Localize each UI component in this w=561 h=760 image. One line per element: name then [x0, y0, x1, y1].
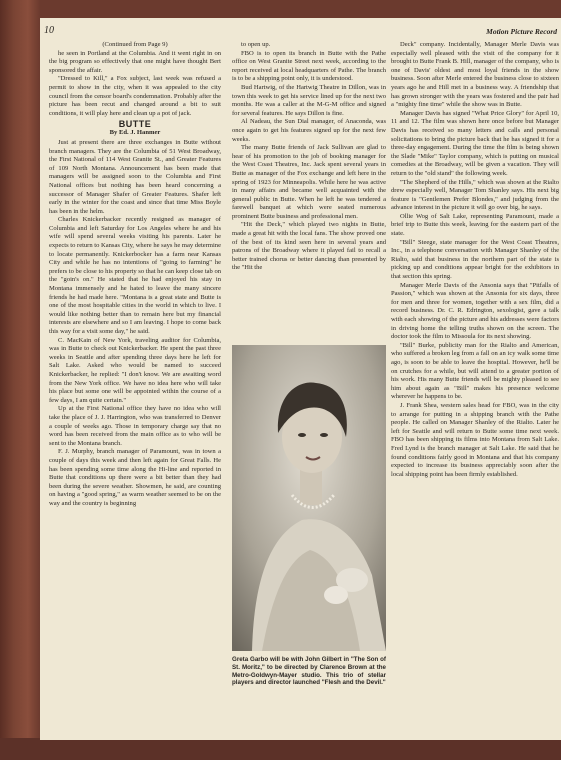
paragraph: "Hit the Deck," which played two nights in Butte, made a great hit with the local fans. The show proved one of the best of its kind seen here in several years and patrons of the Broadway where it played fail to recall a better trained chorus or better dancing than presented by the "Hit the [232, 221, 386, 272]
paragraph: "Bill" Burke, publicity man for the Rialto and American, who suffered a broken leg from a fall on an icy walk some time ago, is soon to be able to leave the hospital. However, he'll be on crutches for a while, but will attend to a greater portion of his work. His many Butte friends will be mighty pleased to see him about again as "Bill" makes his presence welcome wherever he happens to be. [391, 341, 559, 401]
paragraph: Ollie Wog of Salt Lake, representing Paramount, made a brief trip to Butte this week, leaving for the eastern part of the state. [391, 212, 559, 238]
paragraph: Bud Hartwig, of the Hartwig Theatre in Dillon, was in town this week to get his service lined up for the next two months. He was a caller at the M-G-M office and signed for several features. He says Dillon is fine. [232, 83, 386, 117]
paragraph: to open up. [241, 41, 271, 48]
paragraph: Deck" company. Incidentally, Manager Merle Davis was especially well pleased with the visit of the company for it brought to Butte Frank B. Hill, manager of the company, who is one of Davis' oldest and most loyal friends in the show business. Soon after Merle entered the business close to sixteen years ago he and Hill met in a business way. A friendship that has grown stronger with the years was fostered and the pair had a "mighty fine time" while the show was in Butte. [391, 41, 559, 109]
paragraph: Up at the First National office they have no idea who will take the place of J. J. Harrington, who was transferred to Denver a couple of weeks ago. Those in temporary charge say that no word has been received from the main office as to who will be sent to the Montana branch. [49, 405, 221, 447]
paragraph: "Dressed to Kill," a Fox subject, last week was refused a permit to show in the city, when it was appealed to the city council from the censor board's condemnation. Probably after the picture has been recut and changed around a bit to suit conditions, it will play here and clean up a pot of jack. [49, 75, 221, 117]
paragraph: Just at present there are three exchanges in Butte without branch managers. They are the Columbia of 51 West Broadway, the First National of 114 West Granite St., and Greater Features of 109 North Montana. Announcement has been made that managers will be assigned soon to the Columbia and First National offices but nothing has been heard concerning a successor of Manager Shafer of Greater Features. Shafer left early in the winter for the coast and since that time Miss Boyle has been in the helm. [49, 138, 221, 215]
continued-note: (Continued from Page 9) [102, 41, 168, 48]
portrait-photo [232, 345, 386, 651]
column-1 [49, 41, 221, 731]
photo-caption: Greta Garbo will be with John Gilbert in "The Son of St. Moritz," to be directed by Clarence Brown at the Metro-Goldwyn-Mayer studio. This trio of stellar players and director launched "Flesh and the Devil." [232, 656, 386, 687]
column-2 [232, 41, 386, 337]
paragraph: Al Nadeau, the Sun Dial manager, of Anaconda, was once again to get his features signed up for the next few weeks. [232, 118, 386, 143]
page-number: 10 [44, 25, 54, 36]
paragraph: Manager Davis has signed "What Price Glory" for April 10, 11 and 12. The film was shown here once before but Manager Davis has received so many letters and calls and personal solicitations to bring the picture back that he has signed it for a three-day engagement. During the time the film is being shown the Slade "Mike" Taylor company, which is putting on musical comedies at the Broadway, will be given a vacation. They will return to the "old stand" the following week. [391, 109, 559, 177]
paragraph: he seen in Portland at the Columbia. And it went right in on the big program so effectively that one might have thought Bert sponsored the affair. [49, 49, 221, 74]
paragraph: Charles Knickerbacker recently resigned as manager of Columbia and left Saturday for Los Angeles where he and his wife will spend several weeks visiting his parents. Later he expects to return to Kansas City, where he says he may determine to locate permanently. Knickerbocker has a farm near Kansas City and while he has no intentions of "going to farming" he prefers to be close to his property so that he can keep close tab on the "goin's on." He stated that he had enjoyed his stay in Montana immensely and he hated to leave the many sincere friends he had made here. "Montana is a great state and Butte is one of the most hospitable cities in the world in which to live. I would like nothing better than to remain here but my financial interests are elsewhere and so I am leaving. I hope to come back this way for a visit some day," he said. [49, 216, 221, 335]
paragraph: F. J. Murphy, branch manager of Paramount, was in town a couple of days this week and then left again for Great Falls. He has been spending some time along the Hi-line and reported in Butte that conditions up there were a bit better than they had been during the severe weather. Showmen, he said, are counting on having a "good spring," as warm weather seemed to be on the way and the country is beginning [49, 448, 221, 507]
paragraph: J. Frank Shea, western sales head for FBO, was in the city to arrange for putting in a shipping branch with the Pathe people. He called on Manager Shanley of the Rialto. Later he left for Seattle and will return to Butte some time next week. FBO has been shipping its films into Montana from Salt Lake. Fred Lynd is the branch manager at Salt Lake. He said that he found conditions fairly good in Montana and that his company expected to increase its business appreciably soon after the local shipping point has been firmly established. [391, 401, 559, 478]
book-edge [0, 738, 561, 760]
paragraph: C. MacKain of New York, traveling auditor for Columbia, was in Butte to check out Knickerbacker. He spent the past three weeks in Seattle and after spending three days here he left for Salt Lake. Asked who would be named to succeed Knickerbacker, he replied: "I don't know. We are awaiting word from the New York office. We have no idea here who will take his place but some one will be appointed within the course of a few days, I am quite certain." [49, 336, 221, 404]
paragraph: The many Butte friends of Jack Sullivan are glad to hear of his promotion to the job of booking manager for the West Coast Theatres, Inc. Jack spent several years in Butte as manager of the Fox exchange and left here in the spring of 1923 for Minneapolis. While here he was active in many affairs and became well acquainted with the general public in Butte. When he left he was tendered a farewell banquet at which were seated numerous prominent Butte business and professional men. [232, 144, 386, 220]
section-heading: BUTTE [118, 119, 152, 130]
paragraph: FBO is to open its branch in Butte with the Pathe office on West Granite Street next week, according to the report received at local headquarters of Pathe. The branch is to be a shipping point only, it is understood. [232, 49, 386, 83]
paragraph: Manager Merle Davis of the Ansonia says that "Pitfalls of Passion," which was shown at the Ansonia for six days, three for men and three for women, together with a sex film, did a record business. Dr. C. R. Edrington, sexologist, gave a talk with each showing of the picture and his addresses were factors in driving home the telling truths shown on the screen. The doctor took the film to Missoula for its next showing. [391, 281, 559, 341]
running-head: Motion Picture Record [486, 27, 557, 36]
byline: By Ed. J. Hanmer [109, 129, 161, 137]
portrait-illustration [232, 345, 386, 651]
column-3 [391, 41, 559, 731]
paragraph: "The Shepherd of the Hills," which was shown at the Rialto drew especially well, Manager Tom Shanley says. His next big feature is "Gentlemen Prefer Blondes," and judging from the advance interest in the picture it will go over big, he says. [391, 178, 559, 212]
paragraph: "Bill" Steege, state manager for the West Coast Theatres, Inc., in a telephone conversation with Manager Shanley of the Rialto, said that business in the northern part of the state is picking up and conditions appear bright for the exhibitors in that section this spring. [391, 238, 559, 281]
